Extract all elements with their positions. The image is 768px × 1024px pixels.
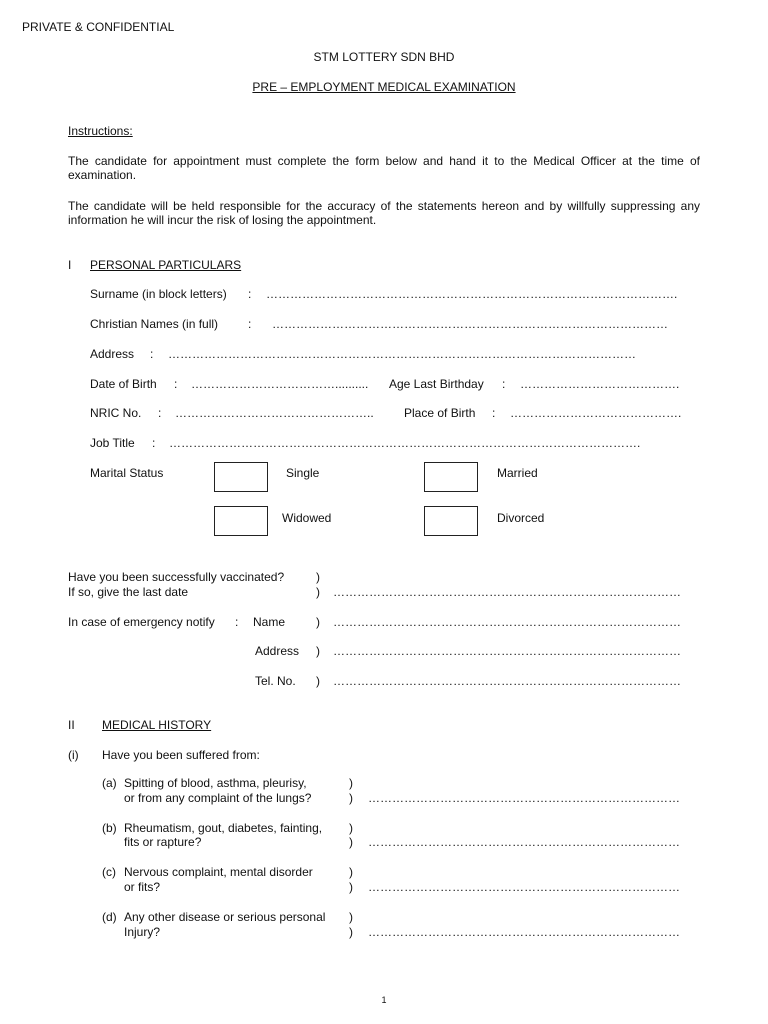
item-a-line-2: or from any complaint of the lungs? [124,791,312,805]
question-1-number: (i) [68,748,79,762]
surname-field[interactable]: …………………………………………………………………………………………. [266,287,678,301]
age-colon: : [502,377,506,391]
place-of-birth-label: Place of Birth [404,406,476,420]
emergency-name-paren: ) [316,615,320,629]
item-d-paren-2: ) [349,925,353,939]
item-d-answer-field[interactable]: …………………………………………………………………… [368,925,680,939]
widowed-checkbox[interactable] [214,506,268,536]
emergency-tel-field[interactable]: …………………………………………………………………………… [333,674,681,688]
married-label: Married [497,466,538,480]
christian-names-colon: : [248,317,252,331]
job-title-colon: : [152,436,156,450]
vaccination-paren-2: ) [316,585,320,599]
address-field[interactable]: ……………………………………………………………………………………………………… [168,347,636,361]
dob-colon: : [174,377,178,391]
item-d-paren-1: ) [349,910,353,924]
address-colon: : [150,347,154,361]
place-of-birth-field[interactable]: ……………………………………. [510,406,682,420]
item-c-letter: (c) [102,865,116,879]
item-a-letter: (a) [102,776,117,790]
item-c-line-1: Nervous complaint, mental disorder [124,865,313,879]
section-1-heading: PERSONAL PARTICULARS [90,258,242,272]
item-b-letter: (b) [102,821,117,835]
question-1-text: Have you been suffered from: [102,748,260,762]
vaccination-date-question: If so, give the last date [68,585,189,599]
item-b-line-2: fits or rapture? [124,835,202,849]
confidential-label: PRIVATE & CONFIDENTIAL [22,20,175,34]
dob-field[interactable]: ……………………………….......... [191,377,369,391]
nric-colon: : [158,406,162,420]
section-1-numeral: I [68,258,72,272]
item-c-line-2: or fits? [124,880,161,894]
divorced-label: Divorced [497,511,545,525]
instructions-paragraph-2: The candidate will be held responsible for the accuracy of the statements hereon and by willfully suppressing any information he will incur the risk of losing the appointment. [68,199,700,227]
emergency-tel-paren: ) [316,674,320,688]
item-c-paren-1: ) [349,865,353,879]
emergency-tel-label: Tel. No. [255,674,296,688]
instructions-heading: Instructions: [68,124,133,138]
item-a-paren-1: ) [349,776,353,790]
nric-field[interactable]: ………………………………………….. [175,406,374,420]
instructions-paragraph-1: The candidate for appointment must complete the form below and hand it to the Medical Officer at the time of examination. [68,154,700,182]
item-b-paren-1: ) [349,821,353,835]
age-field[interactable]: …………………………………. [520,377,680,391]
married-checkbox[interactable] [424,462,478,492]
nric-label: NRIC No. [90,406,142,420]
section-2-numeral: II [68,718,75,732]
emergency-colon: : [235,615,239,629]
vaccination-date-field[interactable]: …………………………………………………………………………… [333,585,681,599]
item-c-paren-2: ) [349,880,353,894]
divorced-checkbox[interactable] [424,506,478,536]
section-2-heading: MEDICAL HISTORY [102,718,212,732]
job-title-field[interactable]: ………………………………………………………………………………………………………. [169,436,641,450]
item-b-line-1: Rheumatism, gout, diabetes, fainting, [124,821,323,835]
item-d-line-2: Injury? [124,925,161,939]
christian-names-label: Christian Names (in full) [90,317,219,331]
vaccination-question: Have you been successfully vaccinated? [68,570,285,584]
surname-label: Surname (in block letters) [90,287,227,301]
page-number: 1 [381,995,387,1005]
item-b-paren-2: ) [349,835,353,849]
item-a-paren-2: ) [349,791,353,805]
job-title-label: Job Title [90,436,135,450]
widowed-label: Widowed [282,511,332,525]
single-label: Single [286,466,320,480]
item-d-letter: (d) [102,910,117,924]
emergency-label: In case of emergency notify [68,615,215,629]
item-c-answer-field[interactable]: …………………………………………………………………… [368,880,680,894]
emergency-address-label: Address [255,644,300,658]
dob-label: Date of Birth [90,377,157,391]
age-label: Age Last Birthday [389,377,484,391]
christian-names-field[interactable]: ……………………………………………………………………………………… [272,317,668,331]
emergency-name-field[interactable]: …………………………………………………………………………… [333,615,681,629]
form-title: PRE – EMPLOYMENT MEDICAL EXAMINATION [252,80,516,94]
place-of-birth-colon: : [492,406,496,420]
emergency-address-paren: ) [316,644,320,658]
item-a-line-1: Spitting of blood, asthma, pleurisy, [124,776,307,790]
vaccination-paren-1: ) [316,570,320,584]
marital-status-label: Marital Status [90,466,164,480]
single-checkbox[interactable] [214,462,268,492]
item-b-answer-field[interactable]: …………………………………………………………………… [368,835,680,849]
item-d-line-1: Any other disease or serious personal [124,910,326,924]
emergency-name-label: Name [253,615,286,629]
surname-colon: : [248,287,252,301]
item-a-answer-field[interactable]: …………………………………………………………………… [368,791,680,805]
emergency-address-field[interactable]: …………………………………………………………………………… [333,644,681,658]
company-name: STM LOTTERY SDN BHD [313,50,455,64]
address-label: Address [90,347,135,361]
